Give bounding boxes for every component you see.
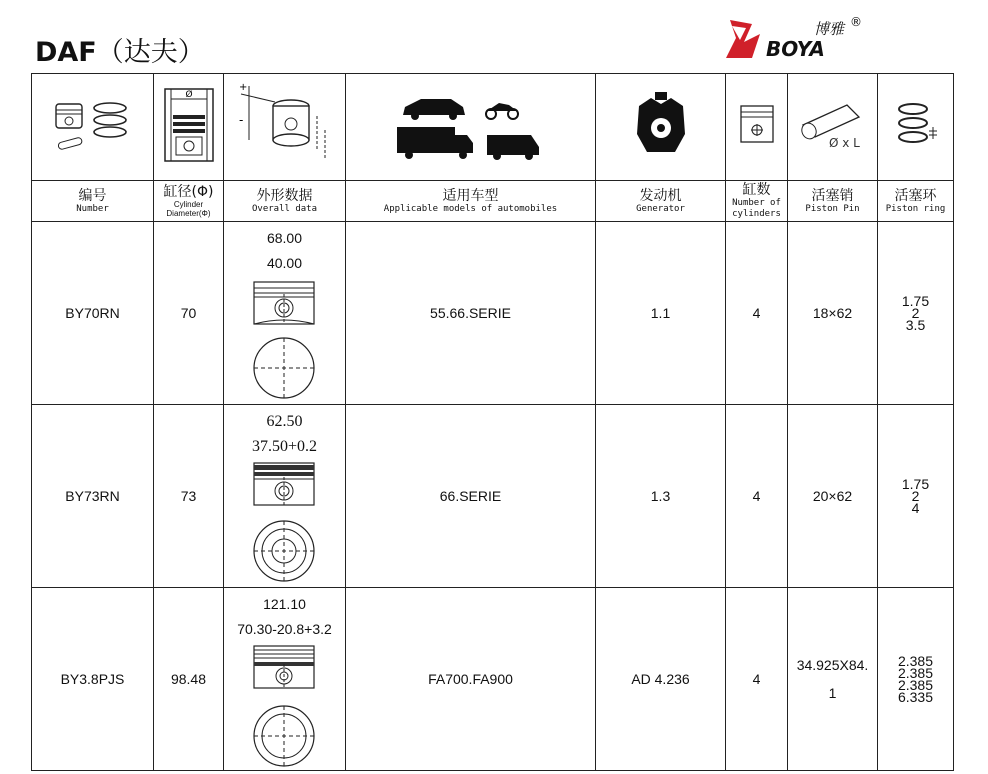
cylinder-count: 4 [726,588,788,771]
overall-data-cell [224,588,346,771]
overall-dim-2: 37.50+0.2 [251,438,318,455]
boya-logo [722,12,872,62]
svg-text:®: ® [850,15,862,29]
piston-pin-icon [793,95,873,155]
piston-kit-icon [48,90,138,160]
overall-dim-2: 70.30-20.8+3.2 [237,621,332,637]
piston-spec-table [31,73,954,771]
overall-data-cell [224,222,346,405]
page-title [35,30,205,69]
brand-name-cn: （达夫） [96,37,205,68]
part-number: BY73RN [32,405,154,588]
engine: 1.3 [596,405,726,588]
header-engine: 发动机 Generator [596,181,726,222]
header-diameter: 缸径(Φ) Cylinder Diameter(Φ) [154,181,224,222]
engine: AD 4.236 [596,588,726,771]
applicable-models: 66.SERIE [346,405,596,588]
svg-text:Ø x L: Ø x L [828,135,860,150]
svg-text:-: - [238,112,243,127]
part-number: BY70RN [32,222,154,405]
svg-text:Ø: Ø [184,89,193,100]
applicable-models: 55.66.SERIE [346,222,596,405]
table-row [32,222,954,405]
header-overall-data: 外形数据 Overall data [224,181,346,222]
header-number: 编号 Number [32,181,154,222]
header-cylinders: 缸数 Number of cylinders [726,181,788,222]
piston-drawing [252,280,316,402]
piston-dimension-icon-cell [224,74,346,181]
piston-rings: 1.75 2 3.5 [878,222,954,405]
piston-pin: 18×62 [788,222,878,405]
header-piston-pin: 活塞销 Piston Pin [788,181,878,222]
piston-rings: 2.385 2.385 2.385 6.335 [878,588,954,771]
cylinder-diameter: 73 [154,405,224,588]
cylinder-count-icon-cell [726,74,788,181]
piston-pin: 20×62 [788,405,878,588]
overall-dim-2: 40.00 [266,255,303,271]
piston-ring-icon-cell [878,74,954,181]
cylinder-diameter-icon [159,85,219,165]
part-number: BY3.8PJS [32,588,154,771]
overall-dim-1: 68.00 [266,230,303,246]
piston-ring-icon [891,95,941,155]
engine: 1.1 [596,222,726,405]
overall-dim-1: 121.10 [263,596,306,612]
cylinder-diameter-icon-cell [154,74,224,181]
piston-dimension-icon [235,80,335,170]
svg-text:+: + [238,81,247,93]
header-applicable-models: 适用车型 Applicable models of automobiles [346,181,596,222]
cylinder-count-icon [737,100,777,150]
piston-rings: 1.75 2 4 [878,405,954,588]
cylinder-count: 4 [726,405,788,588]
svg-text:BOYA: BOYA [766,37,825,61]
header-piston-ring: 活塞环 Piston ring [878,181,954,222]
vehicle-types-icon [391,85,551,165]
engine-icon [631,90,691,160]
cylinder-diameter: 98.48 [154,588,224,771]
piston-pin: 34.925X84. 1 [788,588,878,771]
cylinder-count: 4 [726,222,788,405]
vehicle-types-icon-cell [346,74,596,181]
table-row [32,588,954,771]
piston-kit-icon-cell [32,74,154,181]
cylinder-diameter: 70 [154,222,224,405]
engine-icon-cell [596,74,726,181]
overall-data-cell [224,405,346,588]
piston-drawing [252,461,316,585]
piston-drawing [252,644,316,768]
brand-name: DAF [35,37,97,68]
svg-text:博雅: 博雅 [814,20,845,38]
piston-pin-icon-cell [788,74,878,181]
applicable-models: FA700.FA900 [346,588,596,771]
table-row [32,405,954,588]
overall-dim-1: 62.50 [266,413,303,430]
